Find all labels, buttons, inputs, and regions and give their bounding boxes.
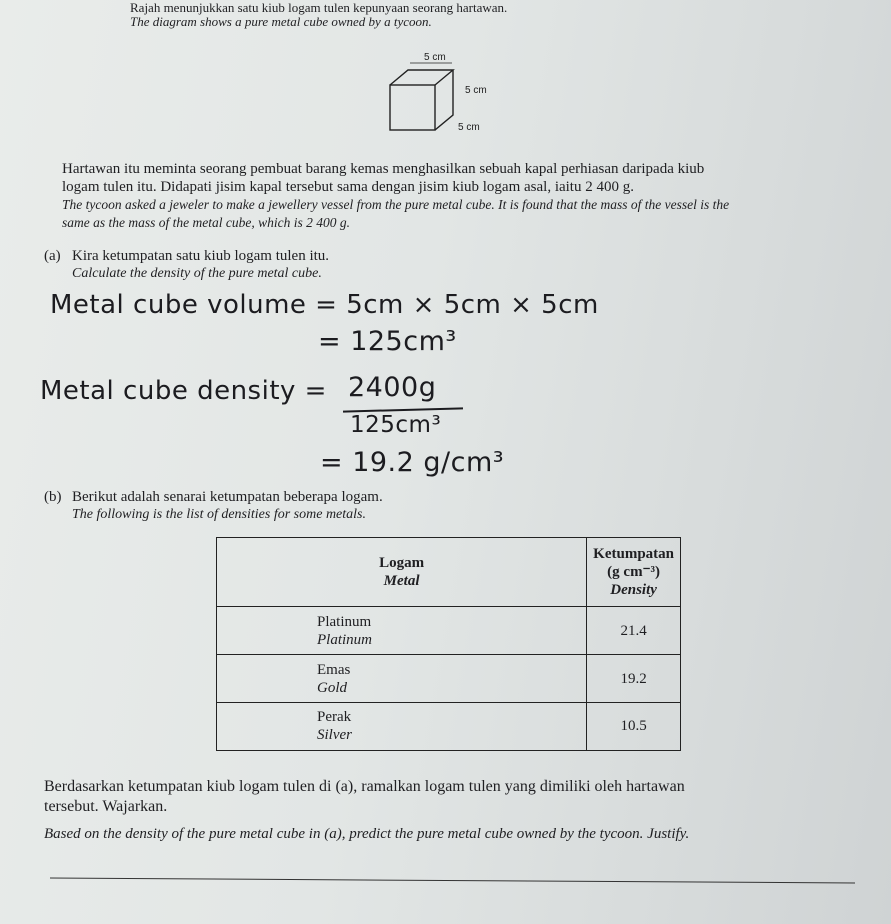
metal-ms: Perak	[317, 709, 352, 726]
part-a-label: (a)	[44, 248, 61, 264]
question-ms-2: tersebut. Wajarkan.	[44, 798, 168, 815]
intro-ms-1: Hartawan itu meminta seorang pembuat barang kemas menghasilkan sebuah kapal perhiasan daripada kiub	[62, 161, 705, 177]
density-cell: 21.4	[587, 607, 681, 655]
cube-side-face	[435, 70, 453, 130]
density-table	[216, 537, 681, 751]
working-numerator: 2400g	[348, 372, 437, 403]
question-en: Based on the density of the pure metal cube in (a), predict the pure metal cube owned by the tycoon. Justify.	[44, 826, 690, 842]
header-density-en: Density	[610, 582, 657, 599]
table-row	[217, 702, 681, 750]
table-row	[217, 607, 681, 655]
answer-line[interactable]	[50, 878, 855, 884]
header-en: The diagram shows a pure metal cube owned by a tycoon.	[130, 14, 432, 29]
metal-en: Platinum	[317, 631, 372, 648]
header-metal-en: Metal	[383, 573, 420, 590]
header-density-ms: Ketumpatan (g cm⁻³)	[593, 546, 674, 581]
density-cell: 10.5	[587, 702, 681, 750]
intro-en-1: The tycoon asked a jeweler to make a jewellery vessel from the pure metal cube. It is found that the mass of the vessel is the	[62, 197, 730, 212]
metal-ms: Emas	[317, 661, 351, 678]
header-ms: Rajah menunjukkan satu kiub logam tulen kepunyaan seorang hartawan.	[130, 0, 508, 15]
part-a-en: Calculate the density of the pure metal cube.	[72, 266, 322, 281]
table-header-row	[217, 538, 681, 607]
dim-label-top: 5 cm	[424, 52, 446, 63]
working-volume: Metal cube volume = 5cm × 5cm × 5cm	[50, 290, 599, 320]
part-b-en: The following is the list of densities for some metals.	[72, 507, 366, 522]
metal-ms: Platinum	[317, 613, 372, 630]
header-density	[587, 538, 681, 607]
question-ms-1: Berdasarkan ketumpatan kiub logam tulen di (a), ramalkan logam tulen yang dimiliki oleh hartawan	[44, 778, 685, 795]
metal-cell	[217, 607, 587, 655]
part-b-label: (b)	[44, 489, 62, 505]
working-density-label: Metal cube density =	[40, 376, 327, 406]
header-metal	[217, 538, 587, 607]
metal-cell	[217, 655, 587, 703]
metal-cell	[217, 702, 587, 750]
cube-front-face	[390, 85, 435, 130]
working-volume-result: = 125cm³	[318, 326, 457, 357]
header-metal-ms: Logam	[379, 555, 425, 572]
metal-en: Silver	[317, 727, 352, 744]
cube-diagram	[380, 50, 500, 150]
part-a-ms: Kira ketumpatan satu kiub logam tulen itu.	[72, 248, 330, 264]
working-denominator: 125cm³	[350, 412, 442, 438]
density-cell: 19.2	[587, 655, 681, 703]
cube-top-face	[390, 70, 453, 85]
dim-label-bottom: 5 cm	[458, 122, 480, 133]
part-b-ms: Berikut adalah senarai ketumpatan beberapa logam.	[72, 489, 383, 505]
working-density-result: = 19.2 g/cm³	[320, 447, 505, 478]
intro-en-2: same as the mass of the metal cube, which is 2 400 g.	[62, 215, 350, 230]
metal-en: Gold	[317, 679, 347, 696]
dim-label-right: 5 cm	[465, 85, 487, 96]
intro-ms-2: logam tulen itu. Didapati jisim kapal tersebut sama dengan jisim kiub logam asal, iaitu 2 400 g.	[62, 179, 634, 195]
table-row	[217, 655, 681, 703]
